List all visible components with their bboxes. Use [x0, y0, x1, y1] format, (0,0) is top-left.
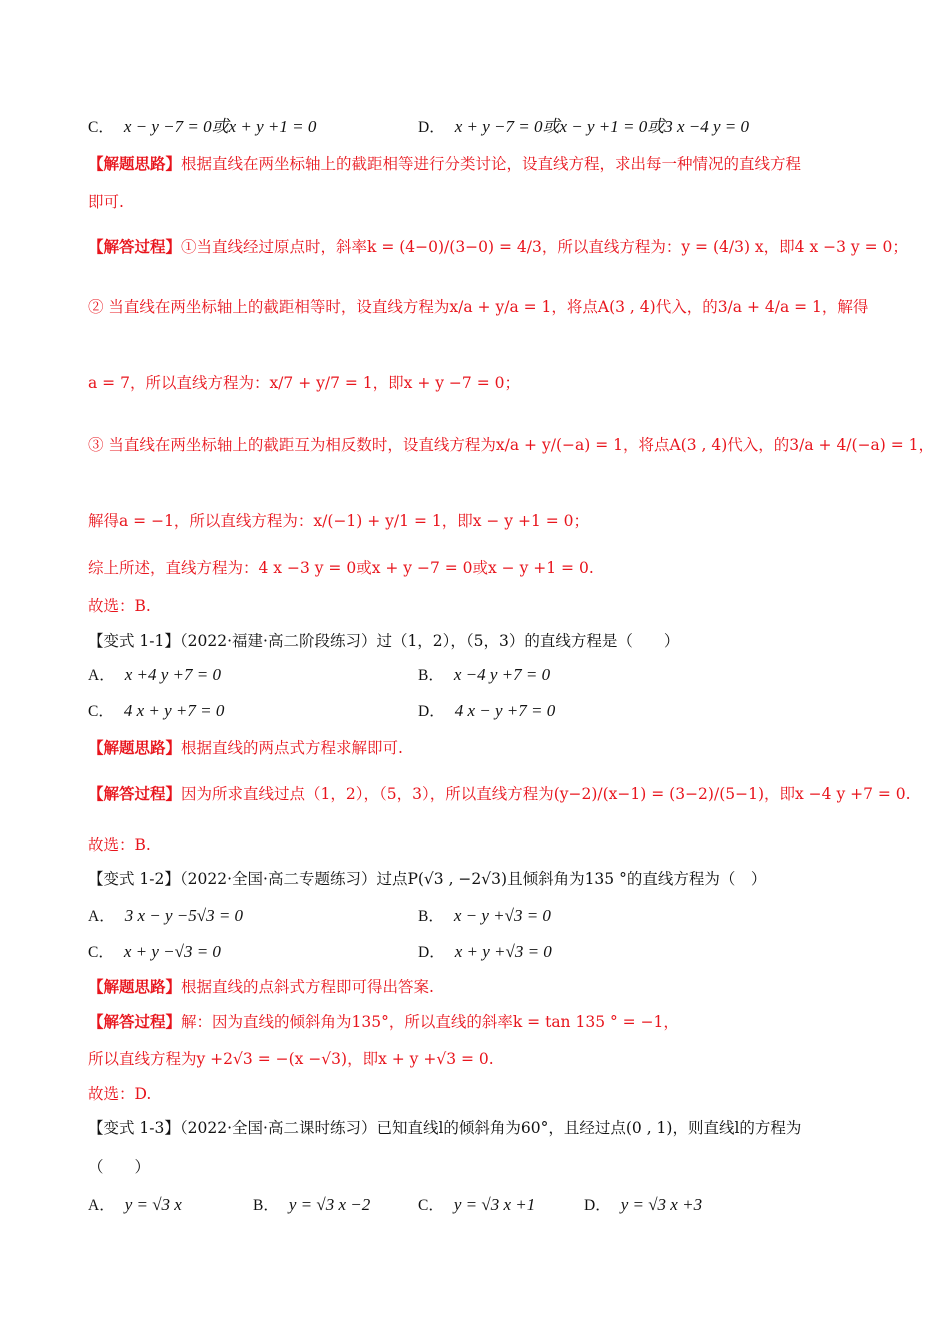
option-text: x + y +√3 = 0: [454, 942, 552, 961]
option-text: y = √3 x +1: [453, 1195, 536, 1214]
idea-tag: 【解题思路】: [88, 977, 182, 996]
question-paren: （ ）: [88, 1158, 151, 1176]
process-text: 解：因为直线的倾斜角为135°，所以直线的斜率k = tan 135 ° = −1，: [181, 1013, 679, 1031]
option-label: C．: [88, 944, 114, 961]
q1-process-line-4: [88, 434, 934, 456]
process-text: ② 当直线在两坐标轴上的截距相等时，设直线方程为x/a + y/a = 1，将点A(3 , 4)代入，的3/a + 4/a = 1，解得: [88, 298, 869, 316]
v12-option-d: [418, 941, 552, 964]
q1-option-d: [418, 116, 749, 139]
option-label: B．: [418, 908, 444, 925]
q1-solution-idea: [88, 153, 801, 175]
v13-option-b: [253, 1194, 370, 1217]
option-label: A．: [88, 1197, 115, 1214]
question-text: 【变式 1-3】（2022·全国·高二课时练习）已知直线l的倾斜角为60°，且经过点(0 , 1)，则直线l的方程为: [88, 1119, 802, 1137]
option-label: A．: [88, 667, 115, 684]
option-text: y = √3 x +3: [620, 1195, 703, 1214]
option-label: C．: [88, 703, 114, 720]
option-text: x + y −√3 = 0: [123, 942, 221, 961]
v13-option-a: [88, 1194, 182, 1217]
v12-option-a: [88, 905, 243, 928]
idea-tag: 【解题思路】: [88, 738, 182, 757]
option-text: 4 x − y +7 = 0: [454, 701, 556, 720]
option-label: B．: [418, 667, 444, 684]
option-text: x −4 y +7 = 0: [453, 665, 551, 684]
v11-solution-idea: [88, 737, 403, 759]
option-text: x +4 y +7 = 0: [124, 665, 221, 684]
option-label: D．: [418, 119, 445, 136]
answer-text: 故选：B.: [88, 836, 151, 854]
v12-solution-process: [88, 1011, 679, 1033]
idea-text: 根据直线在两坐标轴上的截距相等进行分类讨论，设直线方程，求出每一种情况的直线方程: [181, 155, 802, 173]
v11-option-a: [88, 664, 221, 687]
process-text: ①当直线经过原点时，斜率k = (4−0)/(3−0) = 4/3，所以直线方程为：y = (4/3) x，即4 x −3 y = 0；: [181, 238, 908, 256]
q1-process-line-5: [88, 510, 589, 532]
option-label: A．: [88, 908, 115, 925]
option-label: C．: [88, 119, 114, 136]
q1-process-line-3: [88, 372, 520, 394]
question-text: 【变式 1-1】（2022·福建·高二阶段练习）过（1，2），（5，3）的直线方程是（ ）: [88, 632, 680, 650]
variant-1-2-title: [88, 868, 766, 890]
process-text: a = 7，所以直线方程为：x/7 + y/7 = 1，即x + y −7 = 0；: [88, 374, 520, 392]
process-text: 综上所述，直线方程为：4 x −3 y = 0或x + y −7 = 0或x − y +1 = 0.: [88, 559, 594, 577]
idea-tag: 【解题思路】: [88, 154, 182, 173]
v11-answer: [88, 834, 151, 856]
question-text: 【变式 1-2】（2022·全国·高二专题练习）过点P(√3 , −2√3)且倾斜角为135 °的直线方程为（ ）: [88, 870, 767, 888]
v11-option-d: [418, 700, 555, 723]
process-tag: 【解答过程】: [88, 784, 182, 803]
v12-solution-idea: [88, 976, 434, 998]
option-text: y = √3 x −2: [288, 1195, 371, 1214]
option-text: x − y +√3 = 0: [453, 906, 551, 925]
v11-option-b: [418, 664, 550, 687]
option-label: B．: [253, 1197, 279, 1214]
option-label: D．: [584, 1197, 611, 1214]
v13-option-c: [418, 1194, 535, 1217]
variant-1-1-title: [88, 630, 679, 652]
process-text: 所以直线方程为y +2√3 = −(x −√3)，即x + y +√3 = 0.: [88, 1050, 494, 1068]
option-text: 3 x − y −5√3 = 0: [124, 906, 244, 925]
option-text: x + y −7 = 0或x − y +1 = 0或3 x −4 y = 0: [454, 117, 749, 136]
variant-1-3-title: [88, 1117, 801, 1139]
q1-process-line-2: [88, 296, 868, 318]
option-text: x − y −7 = 0或x + y +1 = 0: [123, 117, 317, 136]
q1-process-line-1: [88, 236, 908, 258]
process-text: 因为所求直线过点（1，2），（5，3），所以直线方程为(y−2)/(x−1) = (3−2)/(5−1)，即x −4 y +7 = 0.: [181, 785, 911, 803]
v11-solution-process: [88, 783, 911, 805]
process-tag: 【解答过程】: [88, 237, 182, 256]
option-label: C．: [418, 1197, 444, 1214]
option-label: D．: [418, 944, 445, 961]
idea-text-2: 即可.: [88, 193, 124, 211]
variant-1-3-title-cont: [88, 1156, 150, 1178]
v11-option-c: [88, 700, 224, 723]
v12-option-b: [418, 905, 551, 928]
option-label: D．: [418, 703, 445, 720]
q1-process-line-6: [88, 557, 594, 579]
v13-option-d: [584, 1194, 702, 1217]
option-text: 4 x + y +7 = 0: [123, 701, 225, 720]
v12-solution-process-2: [88, 1048, 494, 1070]
idea-text: 根据直线的点斜式方程即可得出答案.: [181, 978, 434, 996]
option-text: y = √3 x: [124, 1195, 182, 1214]
q1-answer: [88, 595, 151, 617]
answer-text: 故选：B.: [88, 597, 151, 615]
process-text: 解得a = −1，所以直线方程为：x/(−1) + y/1 = 1，即x − y +1 = 0；: [88, 512, 590, 530]
idea-text: 根据直线的两点式方程求解即可.: [181, 739, 403, 757]
process-tag: 【解答过程】: [88, 1012, 182, 1031]
process-text: ③ 当直线在两坐标轴上的截距互为相反数时，设直线方程为x/a + y/(−a) = 1，将点A(3 , 4)代入，的3/a + 4/(−a) = 1，: [88, 436, 935, 454]
answer-text: 故选：D.: [88, 1085, 152, 1103]
q1-solution-idea-cont: [88, 191, 124, 213]
v12-option-c: [88, 941, 221, 964]
q1-option-c: [88, 116, 316, 139]
v12-answer: [88, 1083, 151, 1105]
